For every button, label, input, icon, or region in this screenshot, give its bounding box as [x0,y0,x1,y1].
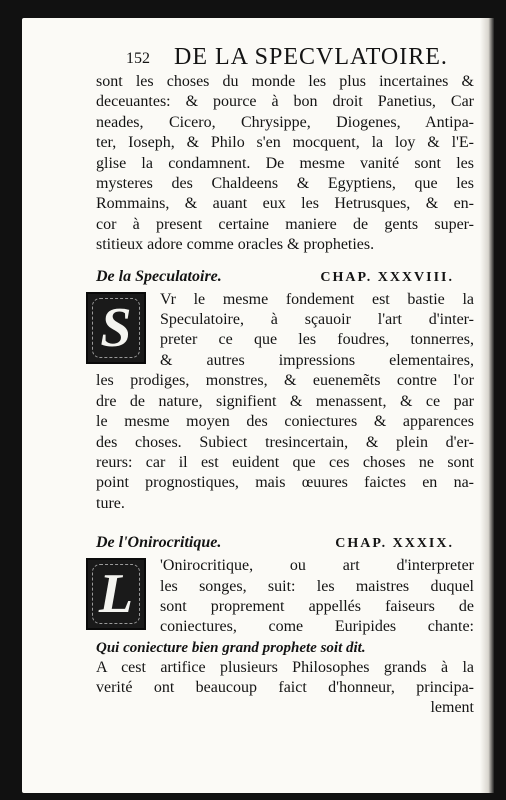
verse-quotation: Qui coniecture bien grand prophete soit dit. [96,639,366,656]
text-line: 'Onirocritique, ou art d'interpreter [160,557,474,575]
text-line: neades, Cicero, Chrysippe, Diogenes, Antipa- [96,113,474,131]
chapter-title: De la Speculatoire. [96,267,222,285]
text-line: dre de nature, signifient & menassent, & ce par [96,392,474,410]
ornamental-initial-letter: S [100,296,132,359]
page-number: 152 [126,50,150,67]
text-line: reurs: car il est euident que ces choses ne sont [96,453,474,471]
chapter-number: CHAP. XXXIX. [335,536,454,552]
chapter-title: De l'Onirocritique. [96,534,222,552]
text-line: les songes, suit: les maistres duquel [160,577,474,595]
ornamental-initial [86,558,146,630]
intro-paragraph [96,72,474,256]
text-line: le mesme moyen des coniectures & apparences [96,413,474,431]
text-line: Vr le mesme fondement est bastie la [160,290,474,308]
text-line: stitieux adore comme oracles & propheties. [96,236,375,254]
text-line: Speculatoire, à sçauoir l'art d'inter- [160,311,474,329]
book-page [22,18,494,793]
text-line: les prodiges, monstres, & euenemẽts contre l'or [96,372,474,390]
text-line: A cest artifice plusieurs Philosophes grands à la [96,658,474,676]
running-title: DE LA SPECVLATOIRE. [174,44,448,70]
text-line: coniectures, come Euripides chante: [160,618,474,636]
chapter-number: CHAP. XXXVIII. [320,269,454,285]
chapter-body [96,556,474,716]
text-line: sont proprement appellés faiseurs de [160,597,474,615]
text-line: ter, Ioseph, & Philo s'en mocquent, la loy & l'E- [96,134,474,152]
indented-lines [96,290,474,372]
text-line: ture. [96,494,125,512]
text-line: Rommains, & auant eux les Hetrusques, & en- [96,195,474,213]
text-line: sont les choses du monde les plus incertaines & [96,73,474,90]
catchword: lement [430,698,474,716]
ornamental-initial [86,292,146,364]
indented-lines [96,556,474,638]
text-line: des choses. Subiect tresincertain, & plein d'er- [96,433,474,451]
text-line: preter ce que les foudres, tonnerres, [160,331,474,349]
page-gutter-shadow [480,18,494,793]
text-line: point prognostiques, mais œuures faictes en na- [96,474,474,492]
chapter-heading [96,268,474,286]
text-line: & autres impressions elementaires, [160,351,474,369]
chapter-body [96,290,474,514]
page-text [96,38,474,717]
catchword-row [96,699,474,717]
text-line: cor à present certaine maniere de gents super- [96,215,474,233]
page-header [96,38,474,72]
chapter-heading [96,534,474,552]
text-line: mysteres des Chaldeens & Egyptiens, que les [96,175,474,193]
text-line: glise la condamnent. De mesme vanité sont les [96,154,474,172]
ornamental-initial-letter: L [98,563,134,626]
text-line: verité ont beaucoup faict d'honneur, principa- [96,679,474,697]
text-line: deceuantes: & pource à bon droit Panetius, Car [96,93,474,111]
